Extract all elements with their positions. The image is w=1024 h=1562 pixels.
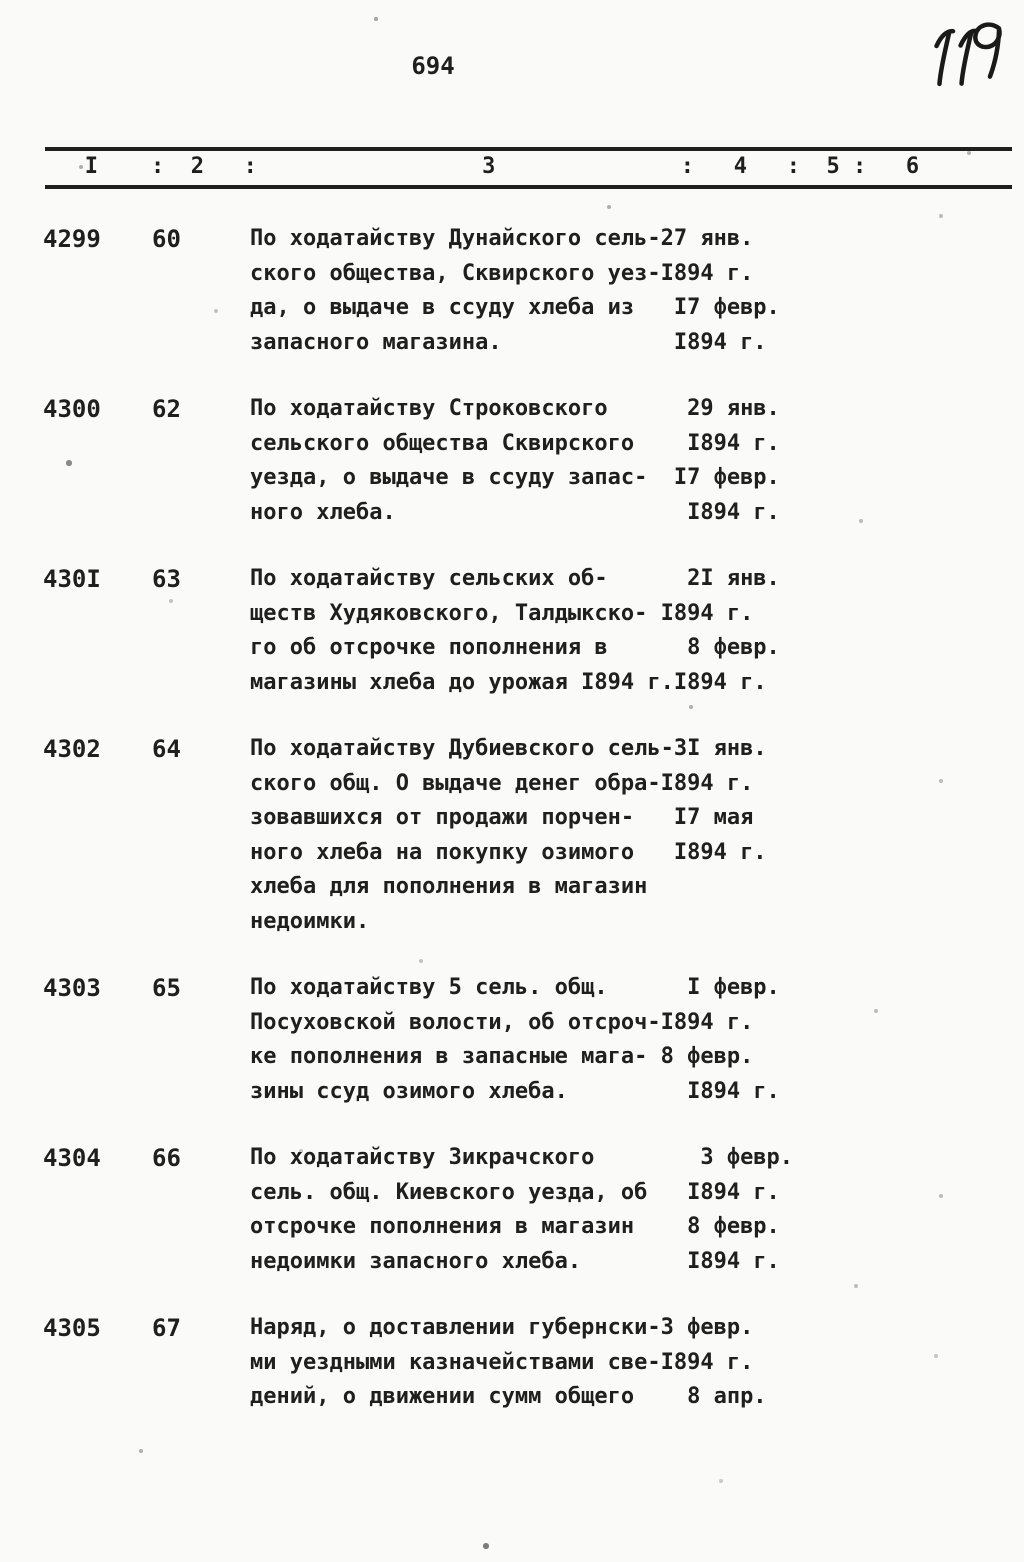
entry-line bbox=[250, 461, 1012, 496]
entry-date-text: 2I янв. bbox=[660, 566, 780, 591]
entry-secondary-number: 66 bbox=[152, 1144, 181, 1172]
entry-line bbox=[250, 631, 1012, 666]
entry-description-text: го об отсрочке пополнения в bbox=[250, 635, 608, 660]
entry-line bbox=[250, 870, 1012, 905]
entry-line bbox=[250, 326, 1012, 361]
entry-secondary-number: 63 bbox=[152, 565, 181, 593]
table-header-rule bbox=[45, 185, 1012, 189]
entry-date-text: I894 г. bbox=[660, 329, 767, 355]
entry-description-text: сель. общ. Киевского уезда, об bbox=[250, 1179, 648, 1205]
entry-description-text: По ходатайству Строковского bbox=[250, 396, 608, 421]
scan-speckles bbox=[0, 0, 2, 2]
entry-secondary-number: 62 bbox=[152, 395, 181, 423]
entry-date-text: I894 г. bbox=[660, 1349, 754, 1375]
entry-description-text: По ходатайству Дунайского сель- bbox=[250, 226, 661, 251]
entry-line bbox=[250, 732, 1012, 767]
entry-date-text: I февр. bbox=[660, 975, 780, 1000]
entry-date-text: I894 г. bbox=[660, 770, 754, 796]
entry-date-text: I7 февр. bbox=[660, 295, 780, 320]
entry-description-text: отсрочке пополнения в магазин bbox=[250, 1214, 635, 1239]
entry-description-text: да, о выдаче в ссуду хлеба из bbox=[250, 295, 635, 320]
entry-description-text: По ходатайству Зикрачского bbox=[250, 1145, 595, 1170]
entry-date-text: 8 февр. bbox=[660, 635, 780, 660]
entry-description-text: ского общества, Сквирского уез- bbox=[250, 260, 661, 286]
entry-number: 4305 bbox=[43, 1314, 101, 1342]
entry-description-text: ке пополнения в запасные мага- bbox=[250, 1044, 648, 1069]
entry-date-text: 27 янв. bbox=[660, 226, 754, 251]
handwriting-strokes bbox=[916, 18, 1016, 100]
entry-line bbox=[250, 496, 1012, 531]
entry-date-text: I894 г. bbox=[660, 1248, 780, 1274]
entry-line bbox=[250, 767, 1012, 802]
entry-description-text: По ходатайству сельских об- bbox=[250, 566, 608, 591]
entry-date-text: I7 февр. bbox=[660, 465, 780, 490]
page-number: 694 bbox=[411, 52, 455, 80]
entry-description-text: зовавшихся от продажи порчен- bbox=[250, 805, 635, 830]
entry-description-text: По ходатайству 5 сель. общ. bbox=[250, 975, 608, 1000]
table-row bbox=[43, 1141, 1012, 1279]
entry-description-text: ми уездными казначействами све- bbox=[250, 1349, 661, 1375]
table-row bbox=[43, 392, 1012, 530]
entry-line bbox=[250, 1210, 1012, 1245]
entry-date-text: I7 мая bbox=[660, 805, 754, 830]
entry-line bbox=[250, 1040, 1012, 1075]
entry-line bbox=[250, 562, 1012, 597]
entry-description-text: дений, о движении сумм общего bbox=[250, 1384, 635, 1409]
table-row bbox=[43, 562, 1012, 700]
table-body bbox=[43, 222, 1012, 1447]
entry-line bbox=[250, 836, 1012, 871]
entry-description-text: Посуховской волости, об отсроч- bbox=[250, 1009, 661, 1035]
entry-line bbox=[250, 427, 1012, 462]
entry-description-text: По ходатайству Дубиевского сель- bbox=[250, 736, 674, 761]
entry-line bbox=[250, 666, 1012, 701]
entry-description-text: хлеба для пополнения в магазин bbox=[250, 874, 648, 899]
entry-line bbox=[250, 291, 1012, 326]
entry-lines bbox=[250, 1311, 1012, 1415]
entry-lines bbox=[250, 562, 1012, 700]
entry-line bbox=[250, 801, 1012, 836]
entry-line bbox=[250, 971, 1012, 1006]
entry-line bbox=[250, 392, 1012, 427]
entry-description-text: ского общ. О выдаче денег обра- bbox=[250, 770, 661, 796]
entry-secondary-number: 65 bbox=[152, 974, 181, 1002]
entry-description-text: недоимки запасного хлеба. bbox=[250, 1248, 582, 1274]
entry-date-text: 3I янв. bbox=[673, 736, 767, 761]
entry-date-text: I894 г. bbox=[660, 430, 780, 456]
entry-number: 4302 bbox=[43, 735, 101, 763]
entry-line bbox=[250, 257, 1012, 292]
entry-line bbox=[250, 1141, 1012, 1176]
table-row bbox=[43, 1311, 1012, 1415]
entry-date-text: I894 г. bbox=[673, 669, 767, 695]
entry-number: 4300 bbox=[43, 395, 101, 423]
entry-description-text: запасного магазина. bbox=[250, 329, 502, 355]
entry-date-text: 8 апр. bbox=[660, 1384, 767, 1409]
entry-date-text: 3 февр. bbox=[660, 1315, 754, 1340]
table-row bbox=[43, 222, 1012, 360]
entry-date-text: I894 г. bbox=[660, 1078, 780, 1104]
entry-date-text: I894 г. bbox=[660, 839, 767, 865]
entry-date-text: I894 г. bbox=[660, 260, 754, 286]
entry-date-text: I894 г. bbox=[660, 600, 754, 626]
entry-line bbox=[250, 1380, 1012, 1415]
entry-number: 4303 bbox=[43, 974, 101, 1002]
entry-lines bbox=[250, 1141, 1012, 1279]
entry-secondary-number: 67 bbox=[152, 1314, 181, 1342]
entry-description-text: магазины хлеба до урожая I894 г. bbox=[250, 669, 674, 695]
entry-description-text: уезда, о выдаче в ссуду запас- bbox=[250, 465, 648, 490]
entry-description-text: ществ Худяковского, Талдыкско- bbox=[250, 600, 648, 626]
entry-line bbox=[250, 1006, 1012, 1041]
entry-date-text: 3 февр. bbox=[660, 1145, 794, 1170]
entry-number: 430I bbox=[43, 565, 101, 593]
entry-date-text: 8 февр. bbox=[660, 1214, 780, 1239]
table-row bbox=[43, 971, 1012, 1109]
entry-date-text: 8 февр. bbox=[660, 1044, 754, 1069]
entry-secondary-number: 60 bbox=[152, 225, 181, 253]
entry-lines bbox=[250, 222, 1012, 360]
entry-description-text: Наряд, о доставлении губернски- bbox=[250, 1315, 661, 1340]
table-row bbox=[43, 732, 1012, 939]
table-header-row: I : 2 : 3 : 4 : 5 : 6 bbox=[45, 154, 920, 179]
entry-number: 4304 bbox=[43, 1144, 101, 1172]
entry-date-text: I894 г. bbox=[660, 499, 780, 525]
entry-lines bbox=[250, 732, 1012, 939]
entry-secondary-number: 64 bbox=[152, 735, 181, 763]
entry-lines bbox=[250, 392, 1012, 530]
handwritten-folio-number bbox=[916, 18, 1016, 100]
entry-date-text: 29 янв. bbox=[660, 396, 780, 421]
entry-description-text: ного хлеба. bbox=[250, 499, 396, 525]
entry-lines bbox=[250, 971, 1012, 1109]
entry-line bbox=[250, 222, 1012, 257]
entry-description-text: зины ссуд озимого хлеба. bbox=[250, 1078, 568, 1104]
table-top-rule bbox=[45, 147, 1012, 151]
entry-line bbox=[250, 1075, 1012, 1110]
entry-line bbox=[250, 905, 1012, 940]
entry-line bbox=[250, 1346, 1012, 1381]
entry-line bbox=[250, 1245, 1012, 1280]
entry-description-text: недоимки. bbox=[250, 908, 370, 934]
entry-date-text: I894 г. bbox=[660, 1009, 754, 1035]
entry-number: 4299 bbox=[43, 225, 101, 253]
entry-date-text: I894 г. bbox=[660, 1179, 780, 1205]
entry-line bbox=[250, 1311, 1012, 1346]
entry-line bbox=[250, 1176, 1012, 1211]
entry-description-text: сельского общества Сквирского bbox=[250, 430, 635, 456]
entry-description-text: ного хлеба на покупку озимого bbox=[250, 839, 635, 865]
entry-line bbox=[250, 597, 1012, 632]
